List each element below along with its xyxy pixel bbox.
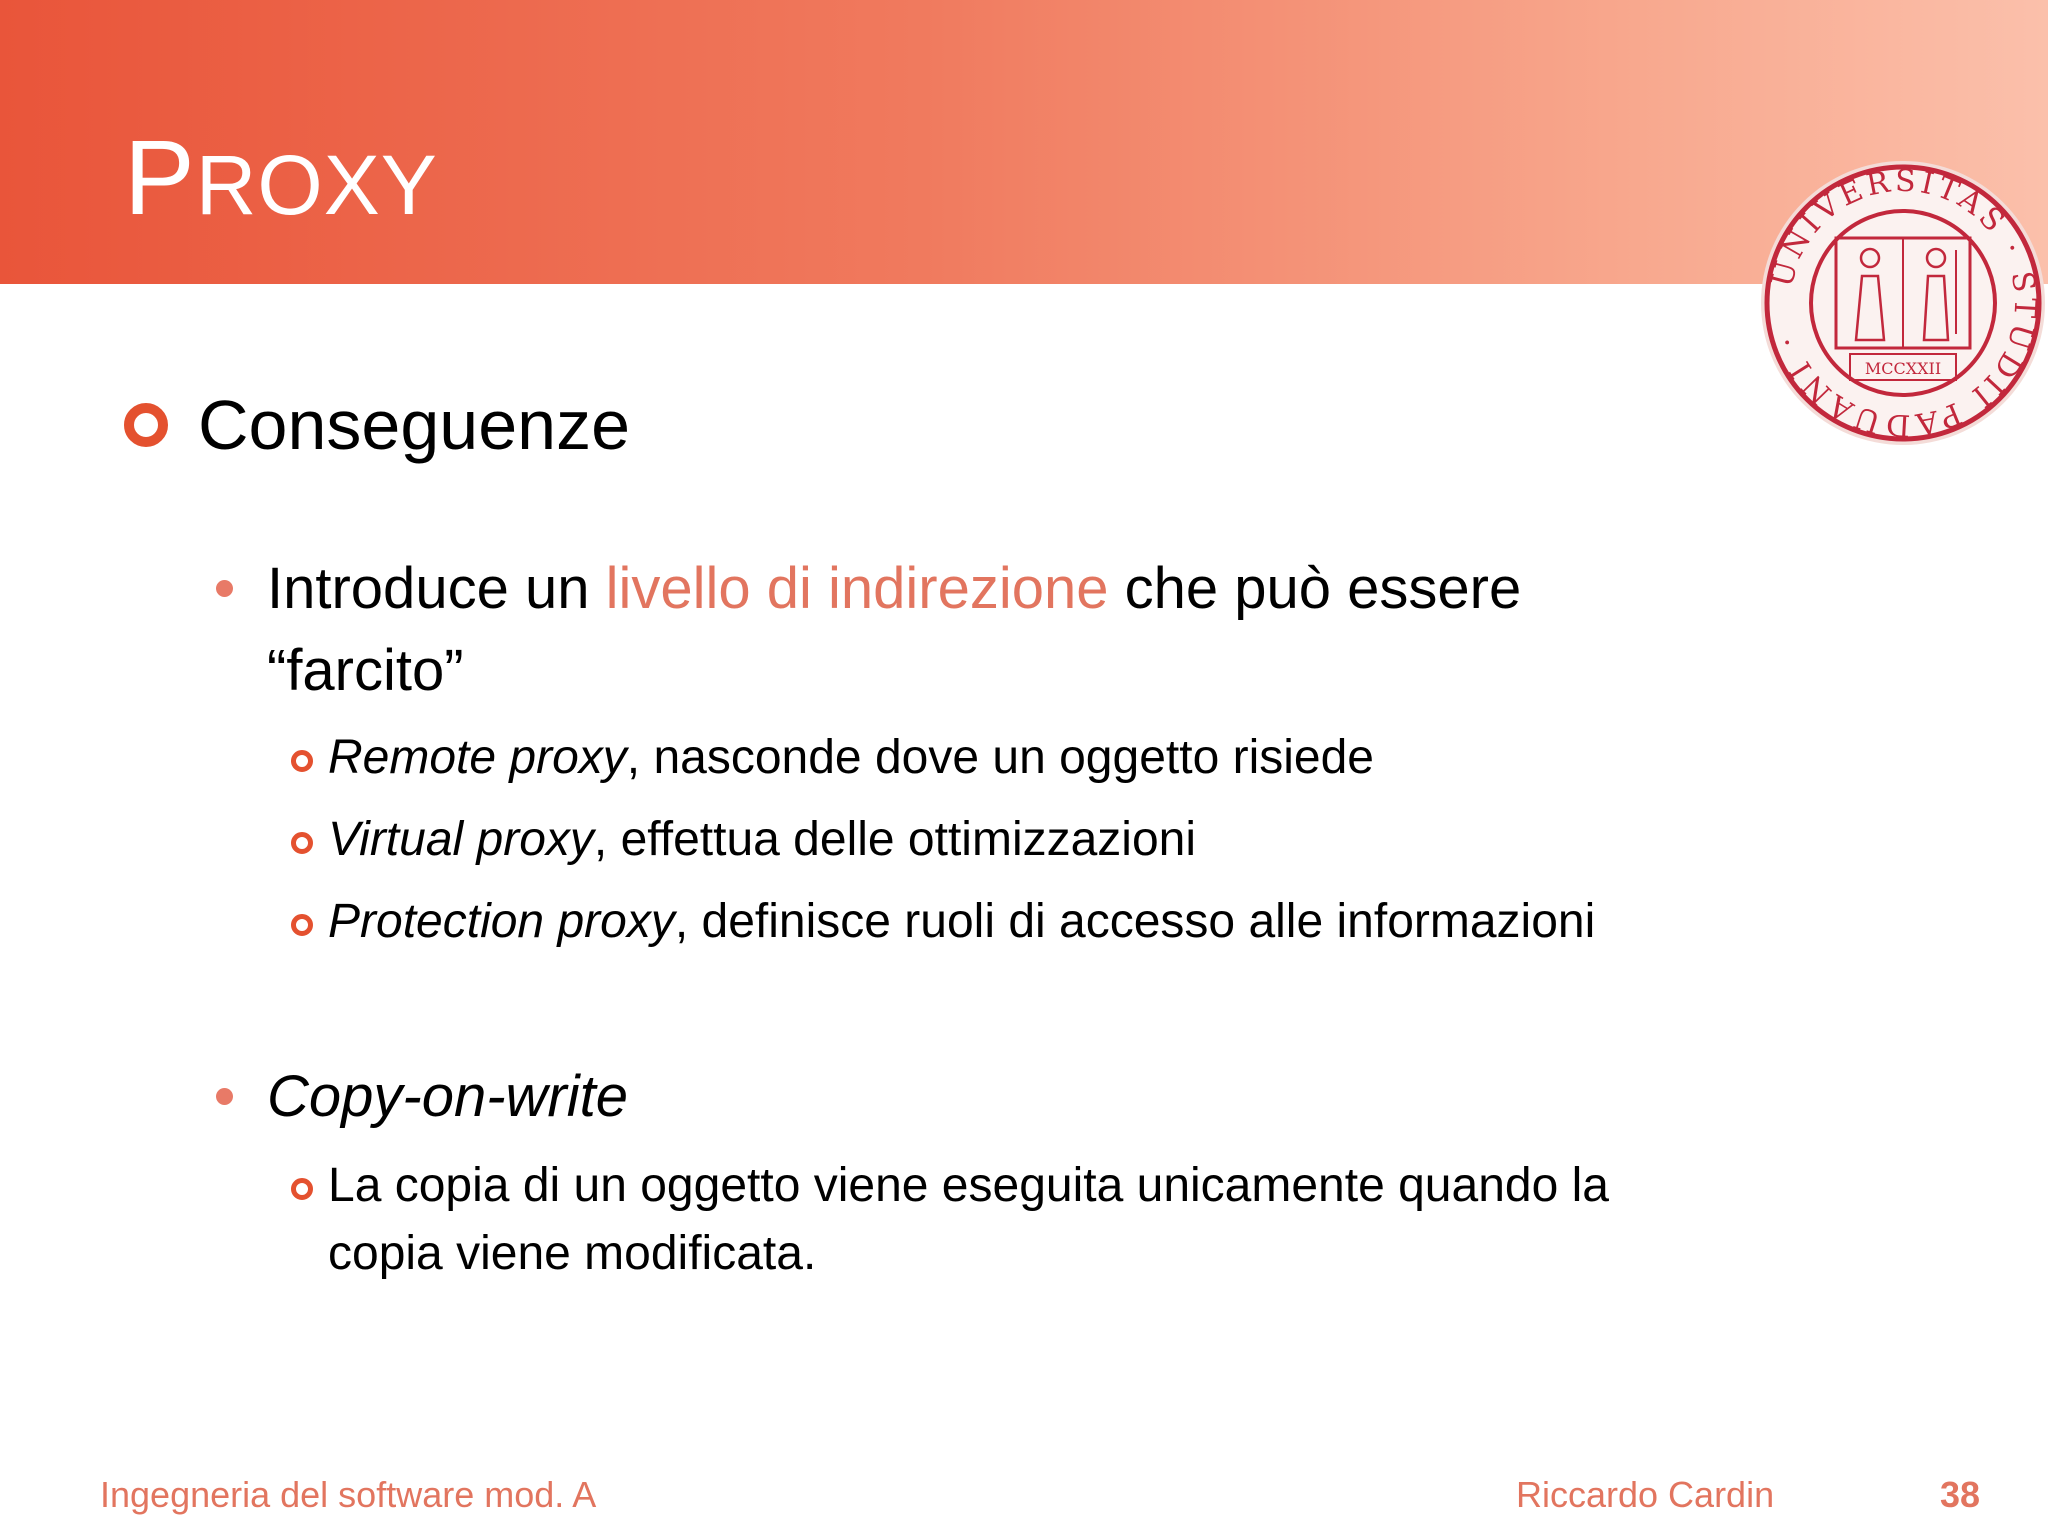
ring-bullet-icon xyxy=(124,403,168,447)
subitem-text-line2: copia viene modificata. xyxy=(328,1227,817,1280)
bullet-text-before: Introduce un xyxy=(267,556,606,621)
dot-bullet-icon xyxy=(216,580,233,597)
bullet-text-line2: “farcito” xyxy=(267,638,464,703)
seal-lettering: UNIVERSITAS · STUDII PADUANI · xyxy=(1764,163,2043,443)
subitem-text: , nasconde dove un oggetto risiede xyxy=(626,731,1374,784)
subitem-text-line1: La copia di un oggetto viene eseguita unicamente quando la xyxy=(328,1159,1609,1212)
ring-bullet-icon xyxy=(291,832,313,854)
ring-bullet-icon xyxy=(291,1178,313,1200)
bullet-text-after: che può essere xyxy=(1108,556,1522,621)
footer-course: Ingegneria del software mod. A xyxy=(100,1474,597,1515)
subitem-term: Protection proxy xyxy=(328,895,675,948)
ring-bullet-icon xyxy=(291,750,313,772)
heading-text: Conseguenze xyxy=(198,386,630,464)
university-seal-logo xyxy=(1758,158,2048,448)
subitem-term: Remote proxy xyxy=(328,731,627,784)
heading-bullet xyxy=(124,380,630,470)
bullet-highlight: livello di indirezione xyxy=(605,556,1109,621)
subitem-text: , definisce ruoli di accesso alle informazioni xyxy=(674,895,1596,948)
subitem-term: Virtual proxy xyxy=(328,813,594,866)
title-initial: P xyxy=(124,119,196,237)
dot-bullet-icon xyxy=(216,1088,233,1105)
bullet-term: Copy-on-write xyxy=(267,1064,628,1129)
seal-year: MCCXXII xyxy=(1864,359,1942,378)
slide-title xyxy=(124,118,438,239)
footer-author: Riccardo Cardin xyxy=(1516,1474,1775,1515)
subitem-text: , effettua delle ottimizzazioni xyxy=(593,813,1197,866)
page-number: 38 xyxy=(1939,1474,1980,1515)
ring-bullet-icon xyxy=(291,914,313,936)
title-rest: ROXY xyxy=(195,138,438,232)
